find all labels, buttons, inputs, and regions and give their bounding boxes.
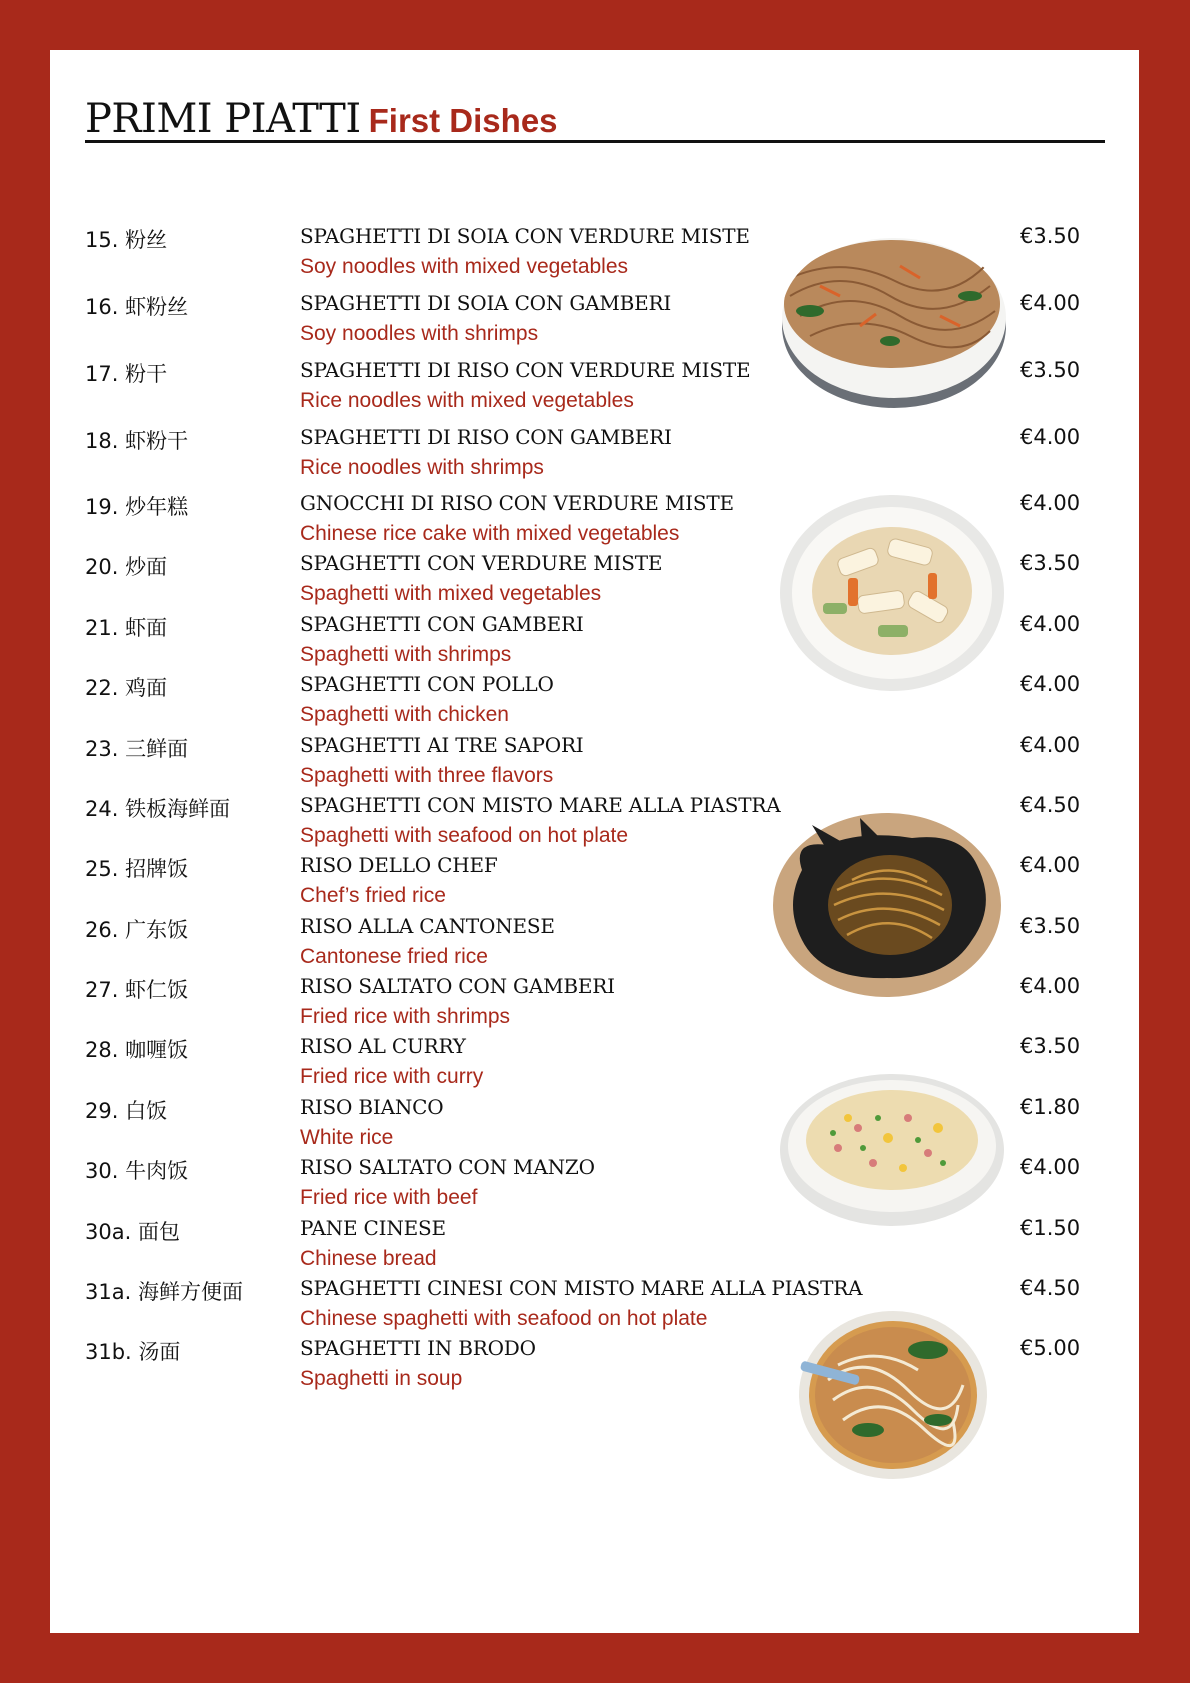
item-name: RISO DELLO CHEF — [300, 853, 498, 877]
item-price: €4.00 — [1020, 853, 1081, 877]
item-name: RISO SALTATO CON GAMBERI — [300, 974, 615, 998]
item-description: Rice noodles with mixed vegetables — [300, 389, 634, 412]
item-description: Fried rice with beef — [300, 1186, 478, 1209]
item-description: Spaghetti with chicken — [300, 703, 509, 726]
item-price: €4.00 — [1020, 672, 1081, 696]
section-title-italian: PRIMI PIATTI — [85, 96, 361, 142]
item-name: SPAGHETTI CON POLLO — [300, 672, 554, 696]
item-description: Chinese rice cake with mixed vegetables — [300, 522, 680, 545]
menu-item — [0, 1216, 1190, 1276]
item-name: SPAGHETTI CON VERDURE MISTE — [300, 551, 663, 575]
item-name: SPAGHETTI IN BRODO — [300, 1336, 536, 1360]
item-description: Spaghetti with mixed vegetables — [300, 582, 602, 605]
item-price: €1.80 — [1020, 1095, 1081, 1119]
item-number: 22. 鸡面 — [85, 676, 168, 700]
menu-item — [0, 551, 1190, 611]
fried-rice-photo — [778, 1068, 1006, 1228]
item-price: €4.00 — [1020, 425, 1081, 449]
item-price: €3.50 — [1020, 1034, 1081, 1058]
item-name: SPAGHETTI DI SOIA CON VERDURE MISTE — [300, 224, 750, 248]
noodle-soup-photo — [798, 1310, 988, 1480]
menu-item — [0, 793, 1190, 853]
item-name: SPAGHETTI CON MISTO MARE ALLA PIASTRA — [300, 793, 781, 817]
item-description: Soy noodles with shrimps — [300, 322, 539, 345]
menu-item — [0, 672, 1190, 732]
item-number: 30. 牛肉饭 — [85, 1159, 189, 1183]
section-title-english: First Dishes — [368, 102, 558, 139]
seafood-hot-plate-photo — [772, 810, 1002, 1000]
menu-item — [0, 291, 1190, 351]
item-description: Chef’s fried rice — [300, 884, 446, 907]
menu-item — [0, 491, 1190, 551]
menu-item — [0, 974, 1190, 1034]
item-name: RISO BIANCO — [300, 1095, 444, 1119]
item-number: 19. 炒年糕 — [85, 495, 189, 519]
item-price: €1.50 — [1020, 1216, 1081, 1240]
item-description: Cantonese fried rice — [300, 945, 488, 968]
menu-item — [0, 853, 1190, 913]
item-price: €4.00 — [1020, 733, 1081, 757]
item-name: GNOCCHI DI RISO CON VERDURE MISTE — [300, 491, 734, 515]
rice-cake-photo — [778, 493, 1006, 693]
item-name: SPAGHETTI DI RISO CON VERDURE MISTE — [300, 358, 751, 382]
item-price: €3.50 — [1020, 551, 1081, 575]
menu-item — [0, 358, 1190, 418]
item-price: €4.00 — [1020, 1155, 1081, 1179]
soy-noodles-photo — [780, 226, 1008, 410]
item-number: 24. 铁板海鲜面 — [85, 797, 231, 821]
item-number: 30a. 面包 — [85, 1220, 180, 1244]
item-description: Spaghetti with three flavors — [300, 764, 554, 787]
item-description: White rice — [300, 1126, 394, 1149]
item-number: 27. 虾仁饭 — [85, 978, 189, 1002]
menu-item — [0, 1336, 1190, 1396]
item-number: 31b. 汤面 — [85, 1340, 181, 1364]
item-description: Fried rice with shrimps — [300, 1005, 511, 1028]
item-number: 25. 招牌饭 — [85, 857, 189, 881]
menu-item — [0, 224, 1190, 284]
item-price: €5.00 — [1020, 1336, 1081, 1360]
item-price: €3.50 — [1020, 224, 1081, 248]
menu-item — [0, 612, 1190, 672]
menu-item — [0, 733, 1190, 793]
item-description: Rice noodles with shrimps — [300, 456, 544, 479]
item-price: €3.50 — [1020, 358, 1081, 382]
item-price: €3.50 — [1020, 914, 1081, 938]
item-name: SPAGHETTI DI SOIA CON GAMBERI — [300, 291, 672, 315]
item-name: SPAGHETTI DI RISO CON GAMBERI — [300, 425, 672, 449]
item-description: Chinese bread — [300, 1247, 437, 1270]
item-description: Soy noodles with mixed vegetables — [300, 255, 629, 278]
item-price: €4.00 — [1020, 491, 1081, 515]
menu-item — [0, 1095, 1190, 1155]
item-number: 20. 炒面 — [85, 555, 168, 579]
menu-item — [0, 1276, 1190, 1336]
item-number: 26. 广东饭 — [85, 918, 189, 942]
menu-item — [0, 425, 1190, 485]
item-name: RISO ALLA CANTONESE — [300, 914, 555, 938]
menu-item — [0, 1155, 1190, 1215]
item-name: SPAGHETTI CON GAMBERI — [300, 612, 584, 636]
item-description: Spaghetti with seafood on hot plate — [300, 824, 629, 847]
item-number: 18. 虾粉干 — [85, 429, 189, 453]
item-number: 15. 粉丝 — [85, 228, 168, 252]
item-number: 23. 三鲜面 — [85, 737, 189, 761]
section-header — [85, 96, 1105, 143]
item-description: Spaghetti with shrimps — [300, 643, 512, 666]
item-name: SPAGHETTI AI TRE SAPORI — [300, 733, 584, 757]
item-number: 16. 虾粉丝 — [85, 295, 189, 319]
item-description: Fried rice with curry — [300, 1065, 484, 1088]
item-price: €4.00 — [1020, 291, 1081, 315]
item-name: RISO AL CURRY — [300, 1034, 466, 1058]
menu-item — [0, 914, 1190, 974]
menu-item — [0, 1034, 1190, 1094]
item-number: 31a. 海鲜方便面 — [85, 1280, 243, 1304]
item-price: €4.00 — [1020, 612, 1081, 636]
item-number: 29. 白饭 — [85, 1099, 168, 1123]
item-name: PANE CINESE — [300, 1216, 446, 1240]
item-price: €4.50 — [1020, 793, 1081, 817]
item-price: €4.50 — [1020, 1276, 1081, 1300]
item-description: Spaghetti in soup — [300, 1367, 463, 1390]
item-number: 17. 粉干 — [85, 362, 168, 386]
item-price: €4.00 — [1020, 974, 1081, 998]
item-number: 21. 虾面 — [85, 616, 168, 640]
item-description: Chinese spaghetti with seafood on hot plate — [300, 1307, 708, 1330]
item-name: RISO SALTATO CON MANZO — [300, 1155, 595, 1179]
item-number: 28. 咖喱饭 — [85, 1038, 189, 1062]
item-name: SPAGHETTI CINESI CON MISTO MARE ALLA PIASTRA — [300, 1276, 863, 1300]
